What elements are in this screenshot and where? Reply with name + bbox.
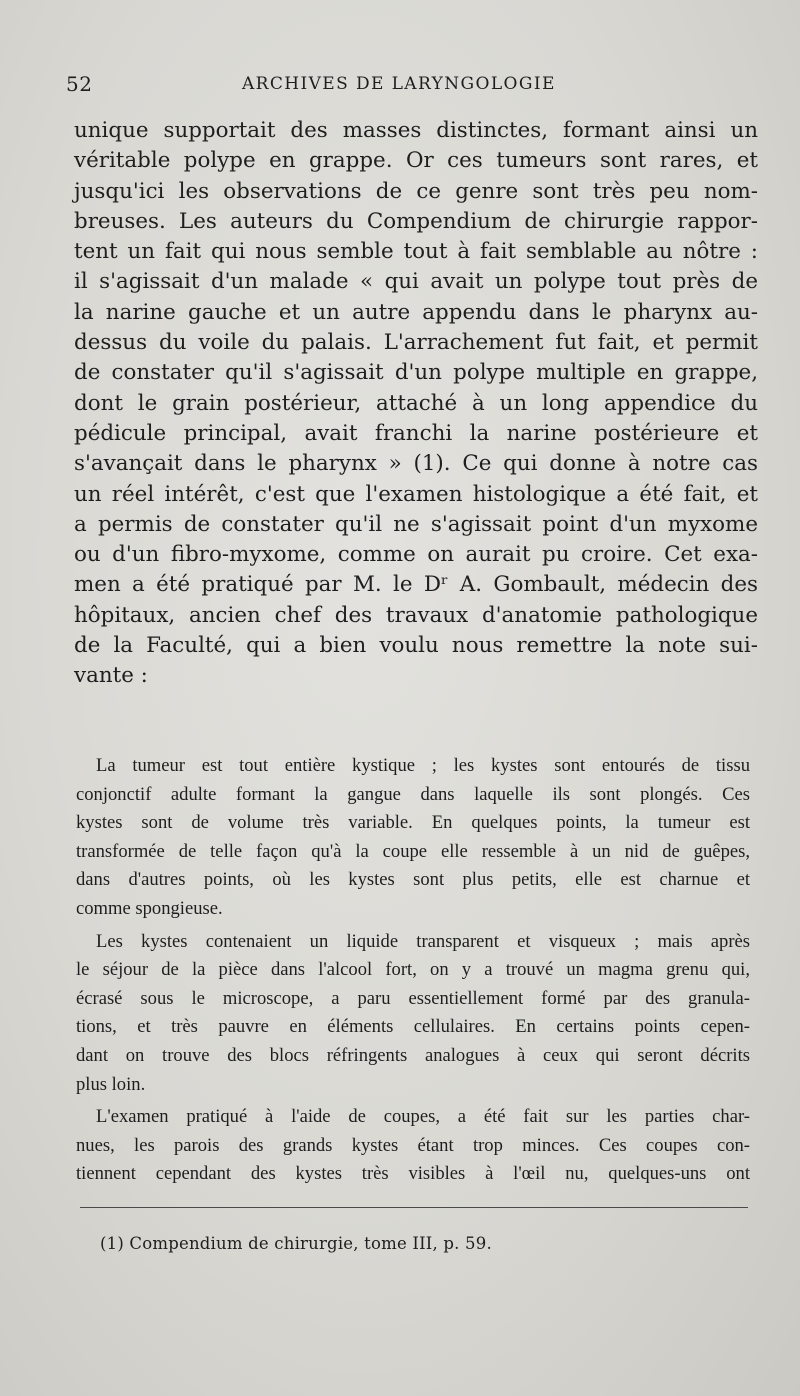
footnote: (1) Compendium de chirurgie, tome III, p. 59. [100,1234,492,1253]
note-line: écrasé sous le microscope, a paru essentiellement formé par des granula- [76,987,750,1009]
note-paragraph [76,928,750,1100]
text-line: dont le grain postérieur, attaché à un long appendice du [74,390,758,416]
text-line: breuses. Les auteurs du Compendium de chirurgie rappor- [74,208,758,234]
note-line: Les kystes contenaient un liquide transparent et visqueux ; mais après [96,930,750,952]
text-line: de constater qu'il s'agissait d'un polype multiple en grappe, [74,360,758,386]
text-line: dessus du voile du palais. L'arrachement fut fait, et permit [74,330,758,356]
note-line: comme spongieuse. [76,897,223,919]
text-line: vante : [74,663,148,689]
text-line: de la Faculté, qui a bien voulu nous remettre la note sui- [74,633,758,659]
text-line: s'avançait dans le pharynx » (1). Ce qui donne à notre cas [74,451,758,477]
note-line: La tumeur est tout entière kystique ; les kystes sont entourés de tissu [96,755,750,776]
text-line: unique supportait des masses distinctes, formant ainsi un [74,118,758,143]
main-text [74,116,758,692]
note-line: dans d'autres points, où les kystes sont plus petits, elle est charnue et [76,869,750,891]
text-line: il s'agissait d'un malade « qui avait un polype tout près de [74,269,758,295]
running-title: ARCHIVES DE LARYNGOLOGIE [242,74,556,94]
text-line: la narine gauche et un autre appendu dans le pharynx au- [74,299,758,325]
text-line: a permis de constater qu'il ne s'agissait point d'un myxome [74,511,758,537]
page-header [66,72,746,102]
note-line: tions, et très pauvre en éléments cellulaires. En certains points cepen- [76,1016,750,1038]
note-line: tiennent cependant des kystes très visibles à l'œil nu, quelques-uns ont [76,1163,750,1185]
note-line: transformée de telle façon qu'à la coupe elle ressemble à un nid de guêpes, [76,840,750,862]
note-line: conjonctif adulte formant la gangue dans laquelle ils sont plongés. Ces [76,783,750,805]
text-line: véritable polype en grappe. Or ces tumeurs sont rares, et [74,148,758,174]
note-line: plus loin. [76,1073,146,1095]
note-paragraph [76,752,750,924]
note-line: dant on trouve des blocs réfringents analogues à ceux qui seront décrits [76,1044,750,1066]
text-line: pédicule principal, avait franchi la narine postérieure et [74,420,758,446]
note-line: kystes sont de volume très variable. En quelques points, la tumeur est [76,812,750,834]
quoted-note [76,752,750,1193]
text-line: un réel intérêt, c'est que l'examen histologique a été fait, et [74,481,758,507]
text-line: jusqu'ici les observations de ce genre sont très peu nom- [74,178,758,204]
footnote-divider [80,1207,748,1208]
note-paragraph [76,1103,750,1189]
text-line: ou d'un fibro-myxome, comme on aurait pu croire. Cet exa- [74,542,758,568]
text-line: tent un fait qui nous semble tout à fait semblable au nôtre : [74,239,758,265]
note-line: le séjour de la pièce dans l'alcool fort, on y a trouvé un magma grenu qui, [76,959,750,981]
note-line: nues, les parois des grands kystes étant trop minces. Ces coupes con- [76,1134,750,1156]
text-line: men a été pratiqué par M. le Dʳ A. Gombault, médecin des [74,572,758,598]
note-line: L'examen pratiqué à l'aide de coupes, a été fait sur les parties char- [96,1106,750,1128]
page-number: 52 [66,72,93,96]
text-line: hôpitaux, ancien chef des travaux d'anatomie pathologique [74,602,758,628]
